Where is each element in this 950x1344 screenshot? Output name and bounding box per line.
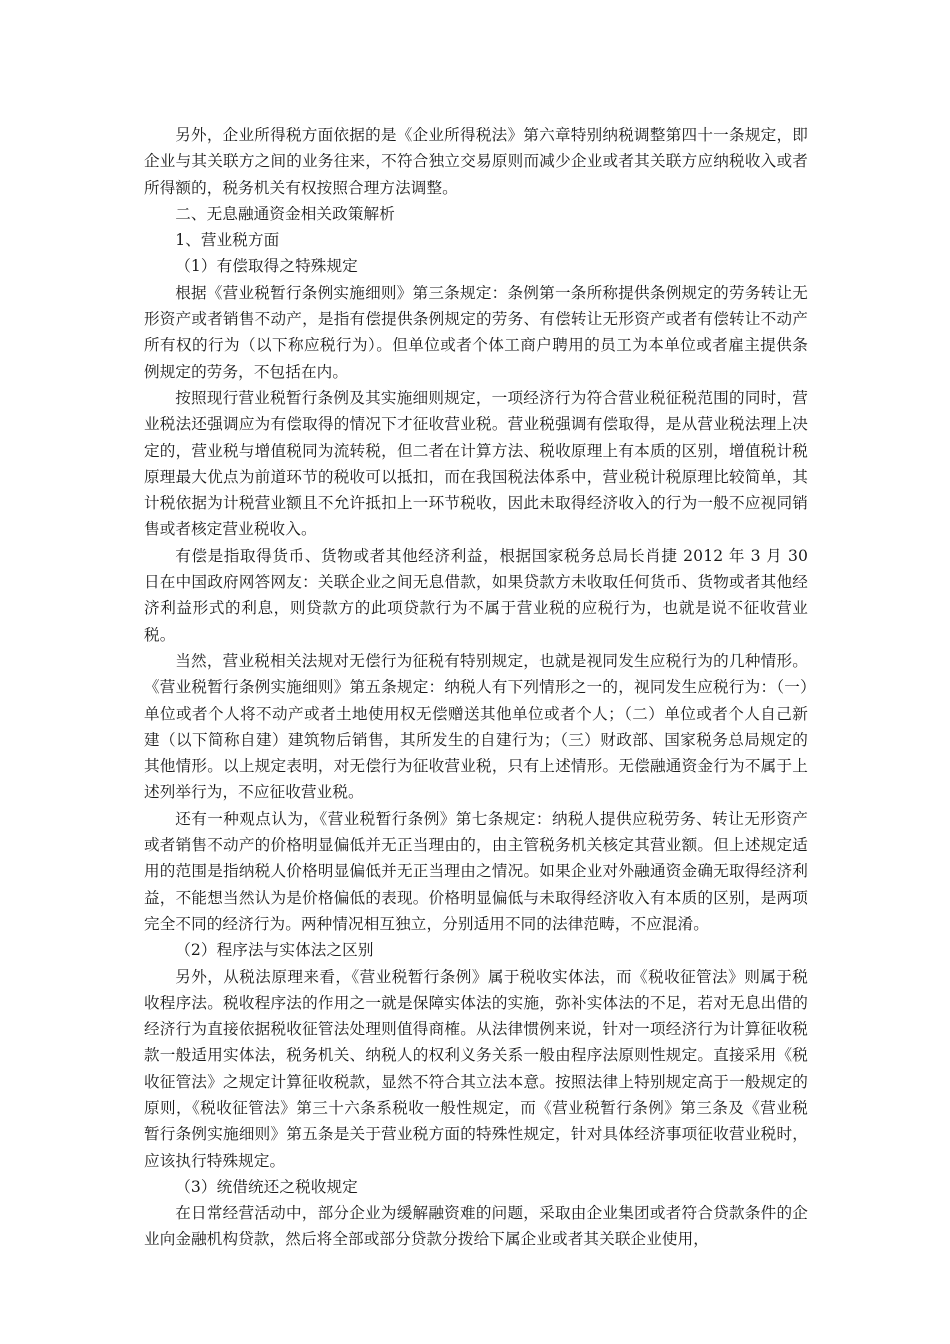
paragraph-enterprise-income-tax: 另外，企业所得税方面依据的是《企业所得税法》第六章特别纳税调整第四十一条规定，即企业与其关联方之间的业务往来，不符合独立交易原则而减少企业或者其关联方应纳税收入或者所得额的，税务机关有权按照合理方法调整。 xyxy=(144,126,808,197)
paragraph-tax-law-principle: 另外，从税法原理来看，《营业税暂行条例》属于税收实体法，而《税收征管法》则属于税收程序法。税收程序法的作用之一就是保障实体法的实施，弥补实体法的不足，若对无息出借的经济行为直接依据税收征管法处理则值得商榷。从法律惯例来说，针对一项经济行为计算征收税款一般适用实体法，税务机关、纳税人的权利义务关系一般由程序法原则性规定。直接采用《税收征管法》之规定计算征收税款，显然不符合其立法本意。按照法律上特别规定高于一般规定的原则，《税收征管法》第三十六条系税收一般性规定，而《营业税暂行条例》第三条及《营业税暂行条例实施细则》第五条是关于营业税方面的特殊性规定，针对具体经济事项征收营业税时，应该执行特殊规定。 xyxy=(144,967,808,1170)
paragraph-current-regulations: 按照现行营业税暂行条例及其实施细则规定，一项经济行为符合营业税征税范围的同时，营业税法还强调应为有偿取得的情况下才征收营业税。营业税强调有偿取得，是从营业税法理上决定的，营业税与增值税同为流转税，但二者在计算方法、税收原理上有本质的区别，增值税计税原理最大优点为前道环节的税收可以抵扣，而在我国税法体系中，营业税计税原理比较简单，其计税依据为计税营业额且不允许抵扣上一环节税收，因此未取得经济收入的行为一般不应视同销售或者核定营业税收入。 xyxy=(144,388,808,539)
paragraph-daily-operations: 在日常经营活动中，部分企业为缓解融资难的问题，采取由企业集团或者符合贷款条件的企业向金融机构贷款，然后将全部或部分贷款分拨给下属企业或者其关联企业使用， xyxy=(144,1204,808,1249)
paragraph-paid-definition: 有偿是指取得货币、货物或者其他经济利益，根据国家税务总局长肖捷 2012 年 3 月 30 日在中国政府网答网友：关联企业之间无息借款，如果贷款方未收取任何货币、货物或者其他经济利益形式的利息，则贷款方的此项贷款行为不属于营业税的应税行为，也就是说不征收营业税。 xyxy=(144,546,808,644)
paragraph-article-seven-view: 还有一种观点认为，《营业税暂行条例》第七条规定：纳税人提供应税劳务、转让无形资产或者销售不动产的价格明显偏低并无正当理由的，由主管税务机关核定其营业额。但上述规定适用的范围是指纳税人价格明显偏低并无正当理由之情况。如果企业对外融通资金确无取得经济利益，不能想当然认为是价格偏低的表现。价格明显偏低与未取得经济收入有本质的区别，是两项完全不同的经济行为。两种情况相互独立，分别适用不同的法律范畴，不应混淆。 xyxy=(144,809,808,933)
section-heading-interest-free-funds: 二、无息融通资金相关政策解析 xyxy=(175,204,395,223)
paragraph-article-three: 根据《营业税暂行条例实施细则》第三条规定：条例第一条所称提供条例规定的劳务转让无形资产或者销售不动产，是指有偿提供条例规定的劳务、有偿转让无形资产或者有偿转让不动产所有权的行为（以下称应税行为）。但单位或者个体工商户聘用的员工为本单位或者雇主提供条例规定的劳务，不包括在内。 xyxy=(144,283,808,381)
document-page xyxy=(144,122,808,1253)
subheading-paid-acquisition: （1）有偿取得之特殊规定 xyxy=(175,257,358,276)
subsection-heading-business-tax: 1、营业税方面 xyxy=(175,231,280,250)
subheading-procedural-vs-substantive: （2）程序法与实体法之区别 xyxy=(175,941,374,960)
subheading-unified-borrowing: （3）统借统还之税收规定 xyxy=(175,1177,358,1196)
paragraph-deemed-taxable: 当然，营业税相关法规对无偿行为征税有特别规定，也就是视同发生应税行为的几种情形。《营业税暂行条例实施细则》第五条规定：纳税人有下列情形之一的，视同发生应税行为：（一）单位或者个人将不动产或者土地使用权无偿赠送其他单位或者个人；（二）单位或者个人自己新建（以下简称自建）建筑物后销售，其所发生的自建行为；（三）财政部、国家税务总局规定的其他情形。以上规定表明，对无偿行为征收营业税，只有上述情形。无偿融通资金行为不属于上述列举行为，不应征收营业税。 xyxy=(144,651,808,802)
